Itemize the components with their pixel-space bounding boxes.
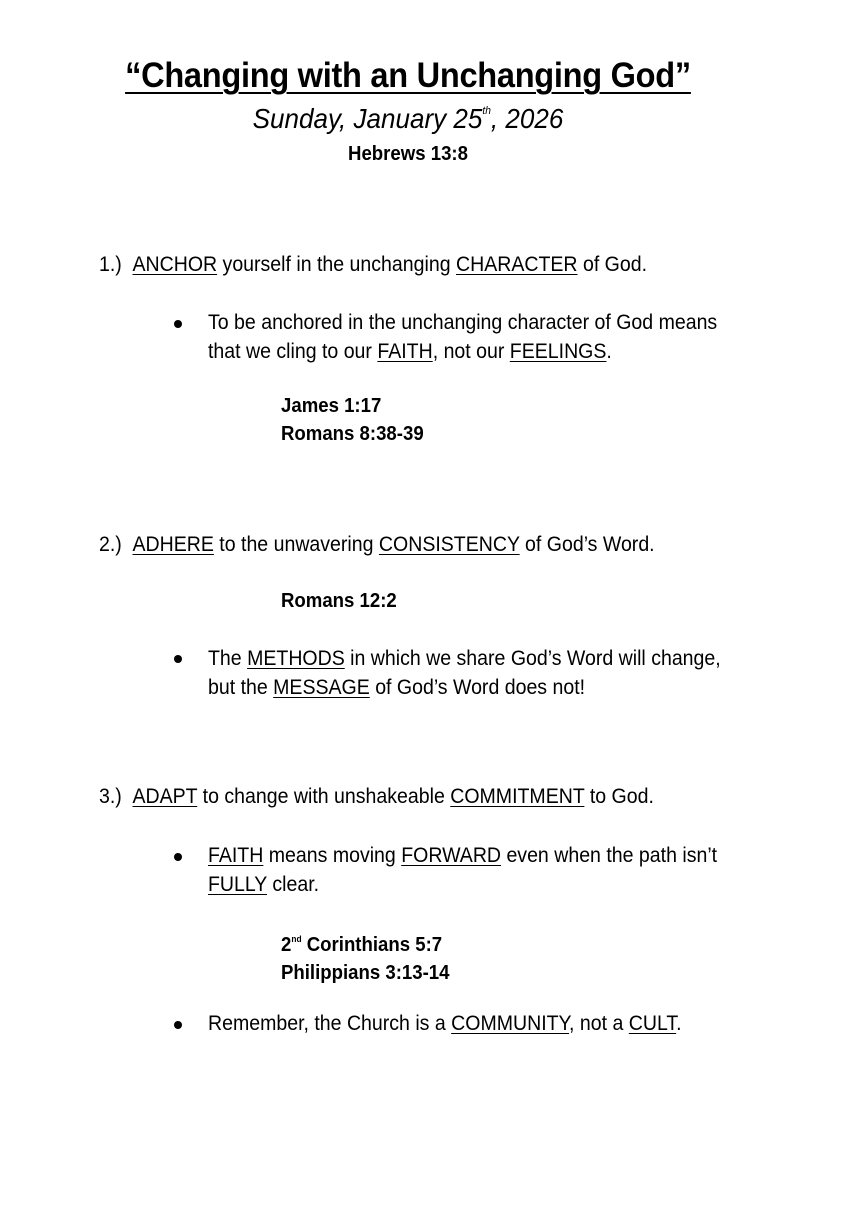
- point-3: 3.) ADAPT to change with unshakeable COMMITMENT to God.: [99, 785, 654, 808]
- page-title: “Changing with an Unchanging God”: [125, 56, 691, 95]
- bullet-methods-message: The METHODS in which we share God’s Word will change, but the MESSAGE of God’s Word does not!: [208, 647, 721, 699]
- main-scripture-reference: Hebrews 13:8: [348, 143, 468, 165]
- scripture-references-1: James 1:17 Romans 8:38-39: [281, 395, 424, 445]
- bullet-icon: [174, 853, 182, 861]
- scripture-references-2: Romans 12:2: [281, 590, 397, 612]
- sermon-date: Sunday, January 25th, 2026: [252, 103, 564, 134]
- scripture-references-3: 2nd Corinthians 5:7 Philippians 3:13-14: [281, 934, 450, 984]
- bullet-community-not-cult: Remember, the Church is a COMMUNITY, not a CULT.: [208, 1012, 682, 1035]
- bullet-faith-not-feelings: To be anchored in the unchanging character of God means that we cling to our FAITH, not our FEELINGS.: [208, 311, 718, 363]
- point-1: 1.) ANCHOR yourself in the unchanging CHARACTER of God.: [99, 253, 648, 276]
- bullet-faith-forward: FAITH means moving FORWARD even when the path isn’t FULLY clear.: [208, 844, 718, 896]
- bullet-icon: [174, 655, 182, 663]
- bullet-icon: [174, 1021, 182, 1029]
- bullet-icon: [174, 320, 182, 328]
- point-2: 2.) ADHERE to the unwavering CONSISTENCY of God’s Word.: [99, 533, 655, 556]
